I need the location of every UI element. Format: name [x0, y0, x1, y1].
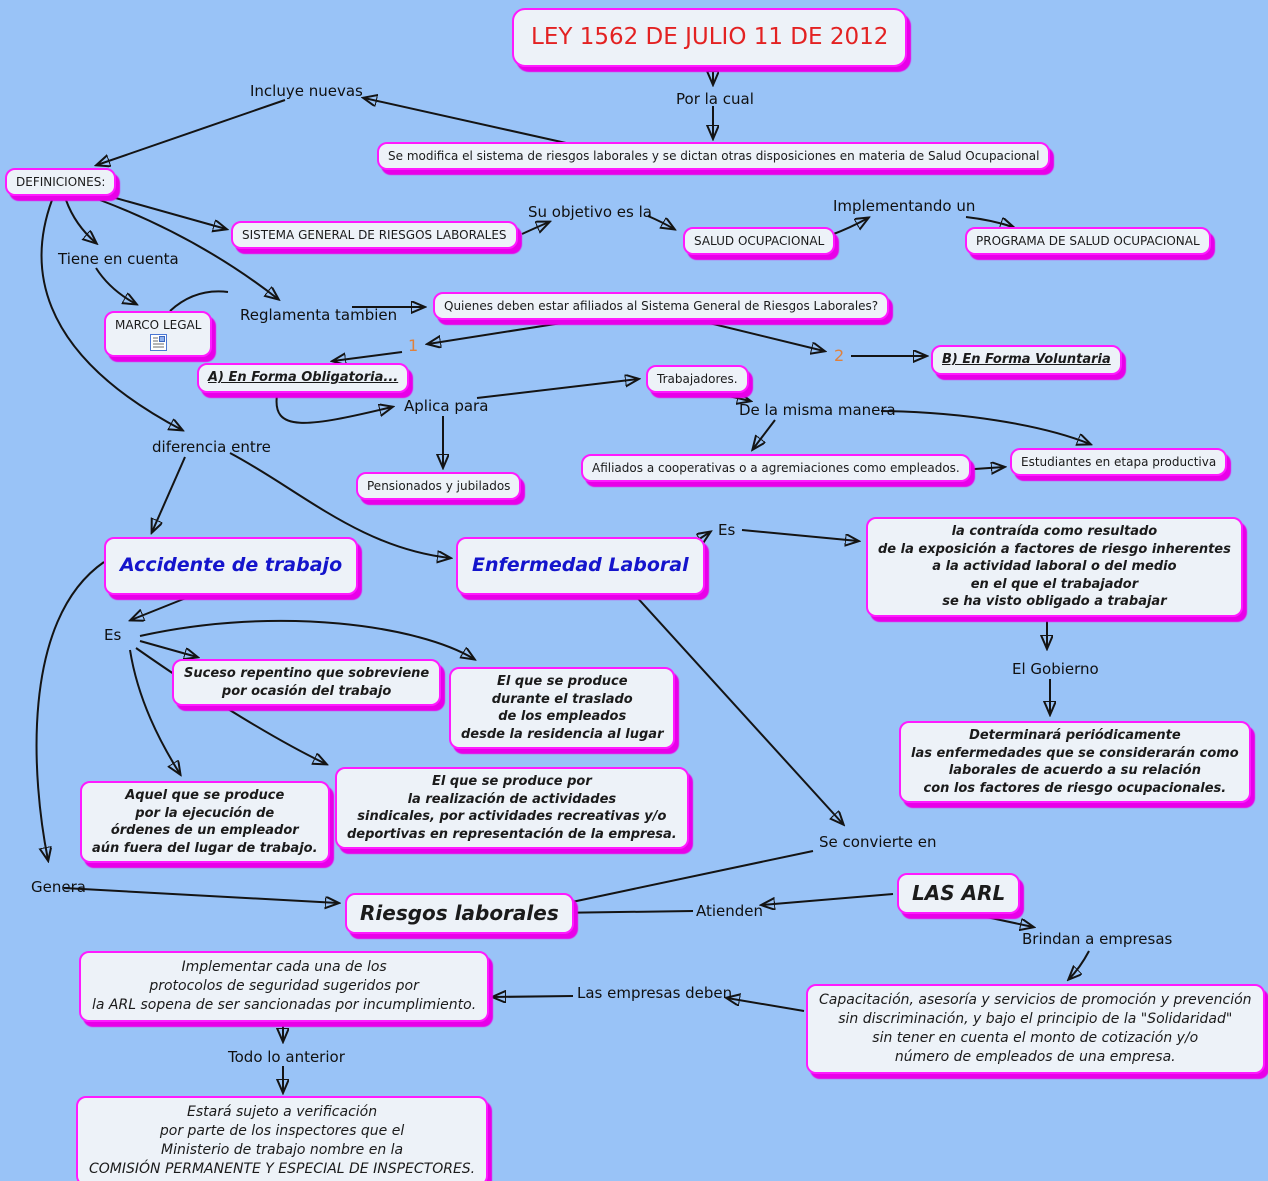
node-sistema-general[interactable]: SISTEMA GENERAL DE RIESGOS LABORALES [231, 221, 518, 249]
label-implementando-un[interactable]: Implementando un [833, 197, 976, 215]
node-estudiantes[interactable]: Estudiantes en etapa productiva [1010, 448, 1227, 476]
node-suceso-repentino[interactable]: Suceso repentino que sobreviene por ocasión del trabajo [172, 659, 441, 706]
node-estara-sujeto[interactable]: Estará sujeto a verificación por parte de los inspectores que el Ministerio de trabajo nombre en la COMISIÓN PERMANENTE Y ESPECIAL DE INSPECTORES. [76, 1096, 488, 1181]
node-salud-ocupacional[interactable]: SALUD OCUPACIONAL [683, 227, 835, 255]
node-forma-obligatoria[interactable]: A) En Forma Obligatoria... [197, 363, 409, 393]
node-capacitacion[interactable]: Capacitación, asesoría y servicios de promoción y prevención sin discriminación, y bajo el principio de la "Solidaridad" sin tener en cuenta el monto de cotización y/o número de empleados de una empresa. [806, 984, 1265, 1074]
node-riesgos-laborales[interactable]: Riesgos laborales [345, 893, 574, 934]
label-por-la-cual[interactable]: Por la cual [676, 90, 754, 108]
node-accidente-de-trabajo[interactable]: Accidente de trabajo [104, 537, 358, 595]
node-definiciones[interactable]: DEFINICIONES: [5, 168, 116, 196]
label-es-accidente[interactable]: Es [104, 626, 122, 644]
label-las-empresas-deben[interactable]: Las empresas deben [577, 984, 733, 1002]
label-incluye-nuevas[interactable]: Incluye nuevas [250, 82, 363, 100]
node-pensionados[interactable]: Pensionados y jubilados [356, 472, 521, 500]
marco-legal-label: MARCO LEGAL [115, 318, 202, 332]
node-quienes-afiliados[interactable]: Quienes deben estar afiliados al Sistema General de Riesgos Laborales? [433, 292, 889, 320]
label-tiene-en-cuenta[interactable]: Tiene en cuenta [58, 250, 179, 268]
label-reglamenta-tambien[interactable]: Reglamenta tambien [240, 306, 398, 324]
node-determinara[interactable]: Determinará periódicamente las enfermedades que se considerarán como laborales de acuerdo a su relación con los factores de riesgo ocupacionales. [899, 721, 1251, 803]
document-icon[interactable] [150, 334, 167, 351]
node-enfermedad-laboral[interactable]: Enfermedad Laboral [456, 537, 705, 595]
label-number-2[interactable]: 2 [834, 346, 845, 365]
label-su-objetivo-es-la[interactable]: Su objetivo es la [528, 203, 652, 221]
node-marco-legal[interactable] [104, 311, 212, 357]
label-brindan-a-empresas[interactable]: Brindan a empresas [1022, 930, 1173, 948]
node-se-modifica[interactable]: Se modifica el sistema de riesgos laborales y se dictan otras disposiciones en materia de Salud Ocupacional [377, 142, 1050, 170]
label-el-gobierno[interactable]: El Gobierno [1012, 660, 1099, 678]
node-programa-salud[interactable]: PROGRAMA DE SALUD OCUPACIONAL [965, 227, 1211, 255]
label-de-la-misma-manera[interactable]: De la misma manera [739, 401, 896, 419]
label-diferencia-entre[interactable]: diferencia entre [152, 438, 271, 456]
node-las-arl[interactable]: LAS ARL [897, 873, 1020, 914]
label-genera[interactable]: Genera [31, 878, 86, 896]
node-contraida-definicion[interactable]: la contraída como resultado de la exposición a factores de riesgo inherentes a la actividad laboral o del medio en el que el trabajador se ha visto obligado a trabajar [866, 517, 1243, 617]
label-atienden[interactable]: Atienden [696, 902, 764, 920]
label-number-1[interactable]: 1 [408, 336, 419, 355]
node-title[interactable]: LEY 1562 DE JULIO 11 DE 2012 [512, 8, 907, 67]
node-implementar-protocolos[interactable]: Implementar cada una de los protocolos de seguridad sugeridos por la ARL sopena de ser sancionadas por incumplimiento. [79, 951, 489, 1022]
label-todo-lo-anterior[interactable]: Todo lo anterior [228, 1048, 345, 1066]
node-forma-voluntaria[interactable]: B) En Forma Voluntaria [931, 345, 1122, 375]
node-afiliados-cooperativas[interactable]: Afiliados a cooperativas o a agremiaciones como empleados. [581, 454, 971, 482]
label-aplica-para[interactable]: Aplica para [404, 397, 489, 415]
label-se-convierte-en[interactable]: Se convierte en [819, 833, 937, 851]
node-actividades-sindicales[interactable]: El que se produce por la realización de actividades sindicales, por actividades recreativas y/o deportivas en representación de la empresa. [335, 767, 689, 849]
node-trabajadores[interactable]: Trabajadores. [646, 365, 749, 393]
node-aquel-que-se-produce[interactable]: Aquel que se produce por la ejecución de órdenes de un empleador aún fuera del lugar de trabajo. [80, 781, 330, 863]
label-es-enfermedad[interactable]: Es [718, 521, 736, 539]
node-traslado[interactable]: El que se produce durante el traslado de los empleados desde la residencia al lugar [449, 667, 675, 749]
